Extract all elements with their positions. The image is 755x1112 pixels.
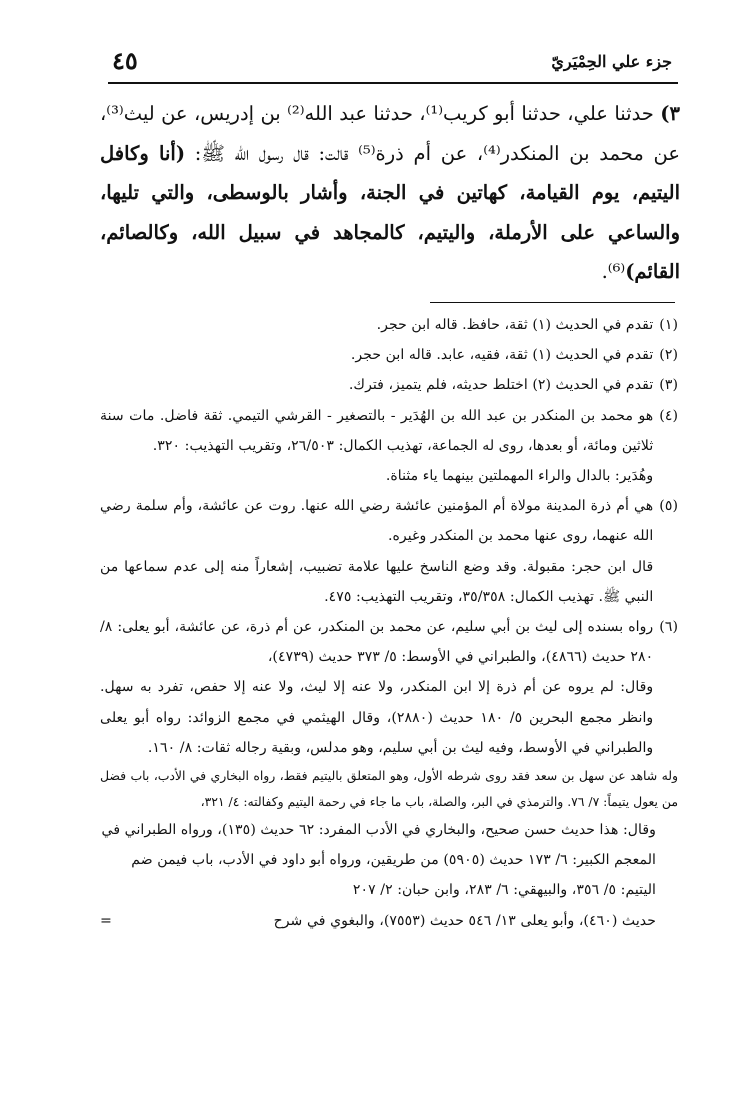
footnote-1 — [100, 310, 678, 340]
footnote-text: تقدم في الحديث (١) ثقة، حافظ. قاله ابن حجر. — [376, 317, 654, 333]
footnote-4 — [100, 401, 678, 492]
footnotes — [100, 310, 678, 936]
footnote-text: وهُدَير: بالدال والراء المهملتين بينهما ياء مثناة. — [385, 468, 654, 485]
footnote-label: (٣) — [659, 377, 678, 394]
footnote-label: (٦) — [659, 619, 678, 636]
footnote-text: حديث (٤٦٠)، وأبو يعلى ١٣/ ٥٤٦ حديث (٧٥٥٣)، والبغوي في شرح — [273, 912, 656, 929]
page-number: ٤٥ — [112, 46, 138, 75]
footnote-label: (٥) — [659, 498, 678, 515]
footnote-label: (٤) — [659, 407, 678, 424]
footnote-3 — [100, 370, 678, 400]
footnote-label: (٢) — [659, 347, 678, 364]
hadith-quote: (أنا وكافل اليتيم، يوم القيامة، كهاتين في الجنة، وأشار بالوسطى، والتي تليها، والساعي على الأرملة، واليتيم، كالمجاهد في سبيل الله، وكالصائم، القائم) — [100, 141, 680, 283]
hadith-number: ٣) — [660, 102, 680, 125]
page-header — [112, 38, 672, 82]
book-title: جزء علي الحِمْيَريّ — [551, 52, 672, 71]
footnote-text: قال ابن حجر: مقبولة. وقد وضع الناسخ عليها علامة تضبيب، إشعاراً منه إلى عدم سماعها من النبي ﷺ. تهذيب الكمال: ٣٥/٣٥٨، وتقريب التهذيب: ٤٧٥. — [100, 558, 654, 605]
hadith-quote-ref: ⁽⁶⁾. — [601, 260, 626, 283]
hadith-chain: حدثنا علي، حدثنا أبو كريب⁽¹⁾، حدثنا عبد الله⁽²⁾ بن إدريس، عن ليث⁽³⁾، عن محمد بن المنكدر⁽⁴⁾، عن أم ذرة⁽⁵⁾ قالت: قال رسول الله ﷺ: — [100, 102, 680, 165]
footnote-label: (١) — [659, 317, 678, 333]
footnote-text: وقال: هذا حديث حسن صحيح، والبخاري في الأدب المفرد: ٦٢ حديث (١٣٥)، ورواه الطبراني في المعجم الكبير: ٦/ ١٧٣ حديث (٥٩٠٥) من طريقين، ورواه أبو داود في الأدب، باب فيمن ضم اليتيم: ٥/ ٣٥٦، والبيهقي: ٦/ ٢٨٣، وابن حبان: ٢/ ٢٠٧ — [101, 822, 656, 899]
footnote-last-line — [100, 906, 678, 936]
footnote-6 — [100, 612, 678, 763]
footnote-text: تقدم في الحديث (١) ثقة، فقيه، عابد. قاله ابن حجر. — [350, 347, 654, 364]
footnote-5 — [100, 491, 678, 612]
continuation-mark: = — [100, 912, 112, 929]
footnote-text: هي أم ذرة المدينة مولاة أم المؤمنين عائشة رضي الله عنها. روت عن عائشة، وأم سلمة رضي الله عنهما، روى عنها محمد بن المنكدر وغيره. — [100, 498, 654, 545]
hadith-text — [100, 94, 680, 292]
footnote-text-small: وله شاهد عن سهل بن سعد فقد روى شرطه الأول، وهو المتعلق باليتيم فقط، رواه البخاري في الأدب، باب فضل من يعول يتيماً: ٧/ ٧٦. والترمذي في البر، والصلة، باب ما جاء في رحمة اليتيم وكفالته: ٤/ ٣٢١، — [100, 768, 678, 810]
footnote-divider — [430, 302, 675, 303]
footnote-text: هو محمد بن المنكدر بن عبد الله بن الهُدَير - بالتصغير - القرشي التيمي. ثقة فاضل. مات سنة ثلاثين ومائة، أو بعدها، روى له الجماعة، تهذيب الكمال: ٢٦/٥٠٣، وتقريب التهذيب: ٣٢٠. — [100, 407, 654, 454]
footnote-text: وقال: لم يروه عن أم ذرة إلا ابن المنكدر، ولا عنه إلا ليث، ولا عنه إلا حفص، تفرد به سهل. وانظر مجمع البحرين ٥/ ١٨٠ حديث (٢٨٨٠)، وقال الهيثمي في مجمع الزوائد: رواه أبو يعلى والطبراني في الأوسط، وفيه ليث بن أبي سليم، وهو مدلس، وبقية رجاله ثقات: ٨/ ١٦٠. — [100, 679, 654, 756]
footnote-text: تقدم في الحديث (٢) اختلط حديثه، فلم يتميز، فترك. — [348, 377, 654, 394]
footnote-text: رواه بسنده إلى ليث بن أبي سليم، عن محمد بن المنكدر، عن أم ذرة، عن عائشة، أبو يعلى: ٨/ ٢٨٠ حديث (٤٨٦٦)، والطبراني في الأوسط: ٥/ ٣٧٣ حديث (٤٧٣٩)، — [100, 619, 654, 666]
footnote-2 — [100, 340, 678, 370]
header-divider — [108, 82, 678, 84]
